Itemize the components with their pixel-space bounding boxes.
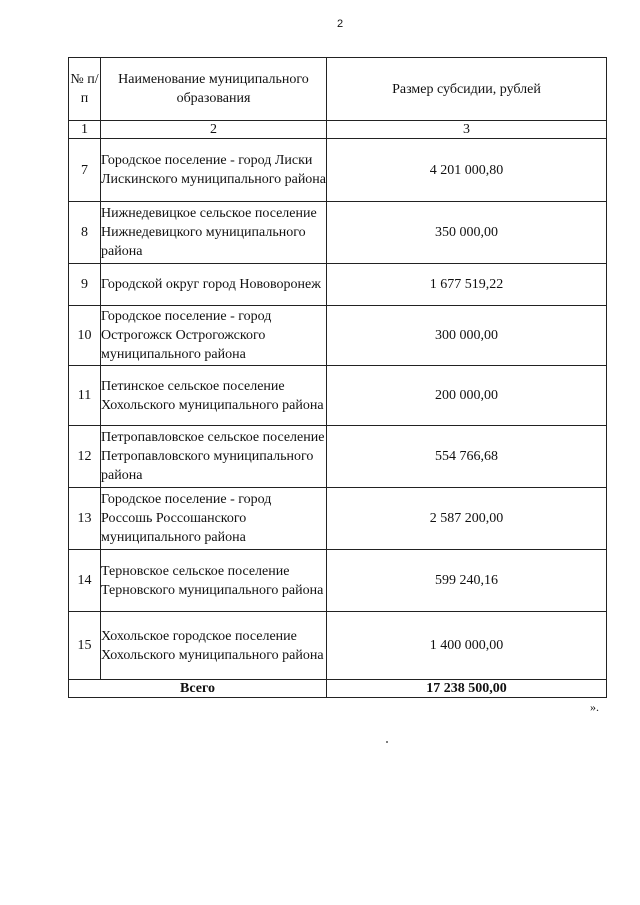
- subsidy-table: [68, 57, 607, 698]
- row-name: Нижнедевицкое сельское поселение Нижнедевицкого муниципального района: [101, 202, 327, 264]
- closing-quote: ».: [590, 700, 599, 714]
- column-index-row: [69, 121, 607, 139]
- total-amount: 17 238 500,00: [327, 680, 607, 698]
- row-amount: 350 000,00: [327, 202, 607, 264]
- table-row: [69, 139, 607, 202]
- row-num: 13: [69, 488, 101, 550]
- row-num: 10: [69, 306, 101, 366]
- row-num: 11: [69, 366, 101, 426]
- column-index-3: 3: [327, 121, 607, 139]
- row-name: Городское поселение - город Острогожск Острогожского муниципального района: [101, 306, 327, 366]
- table-row: [69, 550, 607, 612]
- header-amount: Размер субсидии, рублей: [327, 58, 607, 121]
- row-amount: 1 400 000,00: [327, 612, 607, 680]
- page-number: 2: [336, 18, 344, 30]
- row-num: 9: [69, 264, 101, 306]
- row-name: Городское поселение - город Лиски Лискинского муниципального района: [101, 139, 327, 202]
- table-row: [69, 426, 607, 488]
- table-header-row: [69, 58, 607, 121]
- total-label: Всего: [69, 680, 327, 698]
- row-name: Городское поселение - город Россошь Россошанского муниципального района: [101, 488, 327, 550]
- header-num: № п/п: [69, 58, 101, 121]
- row-amount: 200 000,00: [327, 366, 607, 426]
- table-row: [69, 488, 607, 550]
- row-num: 12: [69, 426, 101, 488]
- row-amount: 554 766,68: [327, 426, 607, 488]
- table-row: [69, 264, 607, 306]
- row-name: Городской округ город Нововоронеж: [101, 264, 327, 306]
- row-num: 8: [69, 202, 101, 264]
- row-num: 7: [69, 139, 101, 202]
- table-row: [69, 202, 607, 264]
- row-num: 14: [69, 550, 101, 612]
- row-name: Петинское сельское поселение Хохольского муниципального района: [101, 366, 327, 426]
- column-index-1: 1: [69, 121, 101, 139]
- row-amount: 300 000,00: [327, 306, 607, 366]
- row-amount: 599 240,16: [327, 550, 607, 612]
- row-amount: 4 201 000,80: [327, 139, 607, 202]
- column-index-2: 2: [101, 121, 327, 139]
- scan-speck: [386, 741, 388, 743]
- table-row: [69, 306, 607, 366]
- row-name: Терновское сельское поселение Терновского муниципального района: [101, 550, 327, 612]
- row-name: Хохольское городское поселение Хохольского муниципального района: [101, 612, 327, 680]
- row-amount: 1 677 519,22: [327, 264, 607, 306]
- table-row: [69, 366, 607, 426]
- row-num: 15: [69, 612, 101, 680]
- table-row: [69, 612, 607, 680]
- row-amount: 2 587 200,00: [327, 488, 607, 550]
- header-name: Наименование муниципального образования: [101, 58, 327, 121]
- row-name: Петропавловское сельское поселение Петропавловского муниципального района: [101, 426, 327, 488]
- total-row: [69, 680, 607, 698]
